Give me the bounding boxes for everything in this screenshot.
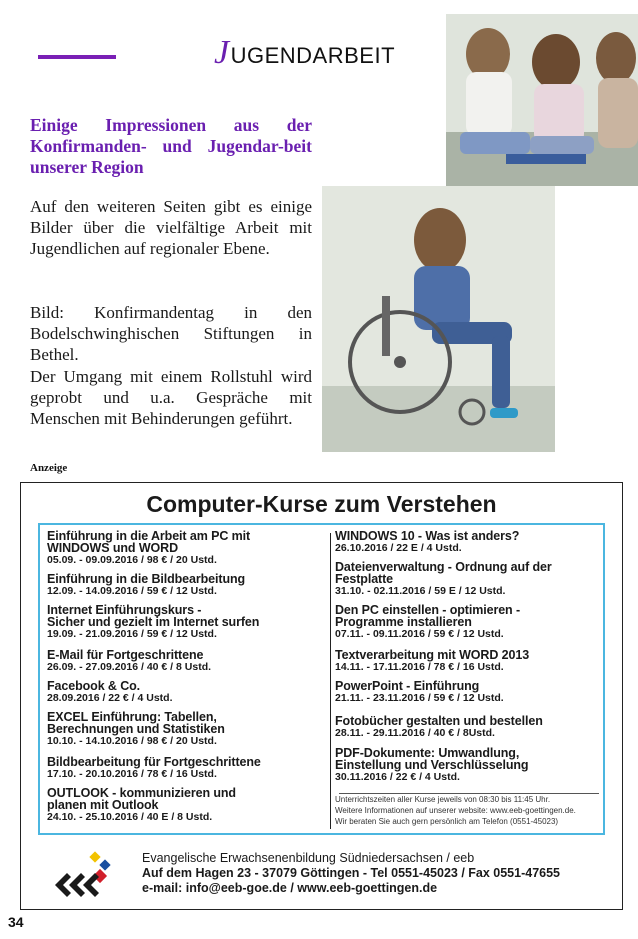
course-title: PowerPoint - Einführung xyxy=(335,679,480,693)
ad-footer xyxy=(21,839,622,905)
section-title-rest: UGENDARBEIT xyxy=(230,43,396,68)
course-item xyxy=(47,787,327,823)
article-headline: Einige Impressionen aus der Konfirmanden- und Jugendar-beit unserer Region xyxy=(30,115,312,177)
course-title-continued: Programme installieren xyxy=(335,615,472,629)
course-item xyxy=(47,604,327,640)
course-date: 12.09. - 14.09.2016 / 59 € / 12 Ustd. xyxy=(47,585,217,597)
course-date: 17.10. - 20.10.2016 / 78 € / 16 Ustd. xyxy=(47,768,217,780)
course-item xyxy=(335,715,603,739)
course-item xyxy=(335,747,603,783)
eeb-logo xyxy=(51,851,117,897)
course-date: 30.11.2016 / 22 € / 4 Ustd. xyxy=(335,771,460,783)
course-title: Facebook & Co. xyxy=(47,679,141,693)
course-notes xyxy=(335,793,603,827)
article-paragraph-caption: Bild: Konfirmandentag in den Bodelschwinghischen Stiftungen in Bethel. xyxy=(30,303,312,364)
course-title: Internet Einführungskurs - xyxy=(47,603,202,617)
article-paragraph-description: Der Umgang mit einem Rollstuhl wird geprobt und u.a. Gespräche mit Menschen mit Behinderungen geführt. xyxy=(30,367,312,428)
advertisement-box xyxy=(20,482,623,910)
course-item xyxy=(47,649,327,673)
course-item xyxy=(335,604,603,640)
course-title-continued: Einstellung und Verschlüsselung xyxy=(335,758,529,772)
course-title: Textverarbeitung mit WORD 2013 xyxy=(335,648,530,662)
course-item xyxy=(47,573,327,597)
course-date: 28.11. - 29.11.2016 / 40 € / 8Ustd. xyxy=(335,727,495,739)
course-item xyxy=(335,561,603,597)
course-title: PDF-Dokumente: Umwandlung, xyxy=(335,746,520,760)
decorative-line xyxy=(38,55,116,59)
course-title: E-Mail für Fortgeschrittene xyxy=(47,648,204,662)
notes-website: Weitere Informationen auf unserer website: www.eeb-goettingen.de. xyxy=(335,806,576,815)
photo-wheelchair-illustration xyxy=(322,186,555,452)
course-date: 10.10. - 14.10.2016 / 98 € / 20 Ustd. xyxy=(47,735,217,747)
course-title: Einführung in die Arbeit am PC mit xyxy=(47,529,251,543)
course-date: 26.10.2016 / 22 E / 4 Ustd. xyxy=(335,542,462,554)
course-date: 07.11. - 09.11.2016 / 59 € / 12 Ustd. xyxy=(335,628,504,640)
notes-schedule: Unterrichtszeiten aller Kurse jeweils von 08:30 bis 11:45 Uhr. xyxy=(335,795,551,804)
course-date: 24.10. - 25.10.2016 / 40 E / 8 Ustd. xyxy=(47,811,213,823)
course-date: 19.09. - 21.09.2016 / 59 € / 12 Ustd. xyxy=(47,628,217,640)
course-title-continued: Sicher und gezielt im Internet surfen xyxy=(47,615,260,629)
photo-youth-group xyxy=(446,14,638,186)
course-title: WINDOWS 10 - Was ist anders? xyxy=(335,529,520,543)
organization-contact: e-mail: info@eeb-goe.de / www.eeb-goettingen.de xyxy=(142,881,438,895)
eeb-logo-icon xyxy=(51,851,117,897)
course-title-continued: WINDOWS und WORD xyxy=(47,541,179,555)
course-title: EXCEL Einführung: Tabellen, xyxy=(47,710,217,724)
course-item xyxy=(47,680,327,704)
course-date: 28.09.2016 / 22 € / 4 Ustd. xyxy=(47,692,173,704)
course-title: Bildbearbeitung für Fortgeschrittene xyxy=(47,755,261,769)
course-list-frame xyxy=(38,523,605,835)
section-title xyxy=(214,34,395,72)
course-title: OUTLOOK - kommunizieren und xyxy=(47,786,236,800)
course-date: 05.09. - 09.09.2016 / 98 € / 20 Ustd. xyxy=(47,554,217,566)
page-number: 34 xyxy=(8,914,24,930)
notes-phone: Wir beraten Sie auch gern persönlich am Telefon (0551-45023) xyxy=(335,817,559,826)
course-item xyxy=(335,649,603,673)
course-title-continued: Festplatte xyxy=(335,572,394,586)
course-title: Dateienverwaltung - Ordnung auf der xyxy=(335,560,552,574)
course-date: 14.11. - 17.11.2016 / 78 € / 16 Ustd. xyxy=(335,661,504,673)
course-title: Einführung in die Bildbearbeitung xyxy=(47,572,246,586)
course-item xyxy=(335,530,603,554)
course-item xyxy=(47,756,327,780)
course-item xyxy=(335,680,603,704)
photo-youth-group-illustration xyxy=(446,14,638,186)
column-divider xyxy=(330,533,331,829)
organization-address: Auf dem Hagen 23 - 37079 Göttingen - Tel 0551-45023 / Fax 0551-47655 xyxy=(142,866,561,880)
course-date: 21.11. - 23.11.2016 / 59 € / 12 Ustd. xyxy=(335,692,504,704)
ad-label: Anzeige xyxy=(30,462,68,474)
photo-wheelchair xyxy=(322,186,555,452)
organization-name: Evangelische Erwachsenenbildung Südniedersachsen / eeb xyxy=(142,851,475,865)
article-paragraph-intro: Auf den weiteren Seiten gibt es einige Bilder über die vielfältige Arbeit mit Jugendlichen auf regionaler Ebene. xyxy=(30,197,312,258)
course-date: 31.10. - 02.11.2016 / 59 E / 12 Ustd. xyxy=(335,585,506,597)
course-title-continued: planen mit Outlook xyxy=(47,798,159,812)
course-title: Den PC einstellen - optimieren - xyxy=(335,603,521,617)
section-title-initial: J xyxy=(214,34,230,71)
course-title-continued: Berechnungen und Statistiken xyxy=(47,722,225,736)
course-title: Fotobücher gestalten und bestellen xyxy=(335,714,543,728)
course-date: 26.09. - 27.09.2016 / 40 € / 8 Ustd. xyxy=(47,661,212,673)
course-item xyxy=(47,530,327,566)
course-item xyxy=(47,711,327,747)
ad-title: Computer-Kurse zum Verstehen xyxy=(146,491,497,517)
ad-contact xyxy=(142,851,560,896)
